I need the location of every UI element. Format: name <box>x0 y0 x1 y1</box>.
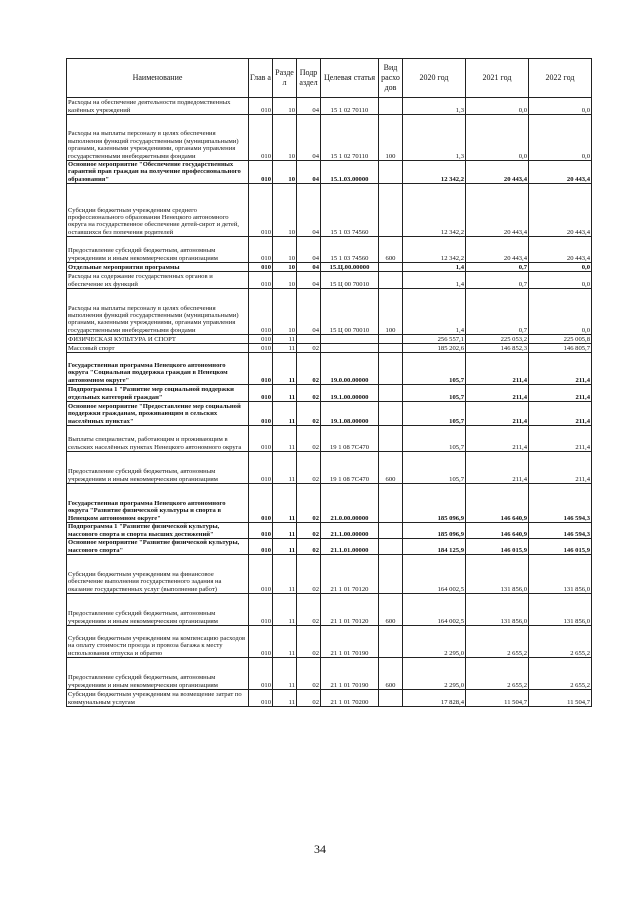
row-target: 15 1 03 74560 <box>321 184 379 237</box>
row-vid <box>379 402 403 426</box>
row-name: Субсидии бюджетным учреждениям на возмещение затрат по коммунальным услугам <box>67 690 249 707</box>
row-value-2022: 131 856,0 <box>529 555 592 594</box>
table-row <box>67 237 592 263</box>
row-value-2021: 11 504,7 <box>466 690 529 707</box>
table-row <box>67 452 592 484</box>
row-podrazdel: 04 <box>297 272 321 289</box>
row-razdel: 11 <box>273 594 297 626</box>
table-row <box>67 353 592 385</box>
row-value-2020: 12 342,2 <box>403 161 466 184</box>
row-name: Подпрограмма 1 "Развитие мер социальной поддержки отдельных категорий граждан" <box>67 385 249 402</box>
row-name: Отдельные мероприятия программы <box>67 263 249 272</box>
row-value-2022: 146 805,7 <box>529 344 592 353</box>
row-value-2021: 0,7 <box>466 289 529 335</box>
header-name: Наименование <box>67 59 249 98</box>
row-value-2022: 0,0 <box>529 98 592 115</box>
row-target: 15.1.03.00000 <box>321 161 379 184</box>
row-podrazdel: 02 <box>297 385 321 402</box>
row-vid <box>379 344 403 353</box>
row-target: 15 1 02 70110 <box>321 98 379 115</box>
row-glava: 010 <box>249 237 273 263</box>
row-value-2021: 131 856,0 <box>466 594 529 626</box>
row-value-2020: 184 125,9 <box>403 539 466 555</box>
row-value-2022: 0,0 <box>529 263 592 272</box>
table-row <box>67 539 592 555</box>
row-razdel: 10 <box>273 98 297 115</box>
row-value-2020: 2 295,0 <box>403 626 466 658</box>
row-razdel: 11 <box>273 626 297 658</box>
row-glava: 010 <box>249 353 273 385</box>
row-name: Субсидии бюджетным учреждениям на компенсацию расходов на оплату стоимости проезда и провоза багажа к месту использования отпуска и обратно <box>67 626 249 658</box>
row-vid: 100 <box>379 289 403 335</box>
row-podrazdel: 02 <box>297 539 321 555</box>
row-vid <box>379 272 403 289</box>
row-target: 21 1 01 70190 <box>321 626 379 658</box>
header-vid: Вид расхо дов <box>379 59 403 98</box>
row-glava: 010 <box>249 161 273 184</box>
row-glava: 010 <box>249 555 273 594</box>
row-target: 21 1 01 70200 <box>321 690 379 707</box>
row-glava: 010 <box>249 344 273 353</box>
row-razdel: 11 <box>273 452 297 484</box>
row-value-2021: 20 443,4 <box>466 161 529 184</box>
row-glava: 010 <box>249 263 273 272</box>
row-name: Предоставление субсидий бюджетным, автономным учреждениям и иным некоммерческим организациям <box>67 658 249 690</box>
row-value-2020: 185 096,9 <box>403 484 466 523</box>
row-name: Субсидии бюджетным учреждениям на финансовое обеспечение выполнения государственного задания на оказание государственных услуг (выполнение работ) <box>67 555 249 594</box>
table-row <box>67 344 592 353</box>
row-glava: 010 <box>249 335 273 344</box>
row-value-2021: 20 443,4 <box>466 237 529 263</box>
row-value-2022: 0,0 <box>529 115 592 161</box>
row-razdel: 10 <box>273 237 297 263</box>
row-vid <box>379 626 403 658</box>
table-body <box>67 98 592 707</box>
table-row <box>67 115 592 161</box>
table-row <box>67 555 592 594</box>
row-value-2020: 1,4 <box>403 263 466 272</box>
row-value-2021: 146 640,9 <box>466 484 529 523</box>
row-value-2021: 211,4 <box>466 452 529 484</box>
table-row <box>67 658 592 690</box>
row-value-2021: 0,7 <box>466 272 529 289</box>
row-value-2022: 20 443,4 <box>529 237 592 263</box>
row-name: Выплаты специалистам, работающим и проживающим в сельских населённых пунктах Ненецкого автономного округа <box>67 426 249 452</box>
header-podrazdel: Подр аздел <box>297 59 321 98</box>
row-razdel: 10 <box>273 115 297 161</box>
row-podrazdel: 04 <box>297 161 321 184</box>
row-value-2022: 211,4 <box>529 426 592 452</box>
row-podrazdel: 02 <box>297 402 321 426</box>
row-name: ФИЗИЧЕСКАЯ КУЛЬТУРА И СПОРТ <box>67 335 249 344</box>
row-value-2021: 0,0 <box>466 115 529 161</box>
row-value-2020: 1,3 <box>403 98 466 115</box>
row-razdel: 11 <box>273 555 297 594</box>
row-value-2020: 164 002,5 <box>403 594 466 626</box>
table-row <box>67 335 592 344</box>
row-vid <box>379 353 403 385</box>
row-name: Государственная программа Ненецкого автономного округа "Социальная поддержка граждан в Ненецком автономном округе" <box>67 353 249 385</box>
table-row <box>67 690 592 707</box>
row-value-2022: 2 655,2 <box>529 626 592 658</box>
header-2022: 2022 год <box>529 59 592 98</box>
row-target: 15 Ц 00 70010 <box>321 272 379 289</box>
row-name: Предоставление субсидий бюджетным, автономным учреждениям и иным некоммерческим организациям <box>67 594 249 626</box>
row-value-2020: 2 295,0 <box>403 658 466 690</box>
row-value-2021: 146 852,3 <box>466 344 529 353</box>
row-podrazdel: 02 <box>297 658 321 690</box>
row-vid <box>379 690 403 707</box>
row-value-2020: 1,4 <box>403 289 466 335</box>
row-value-2021: 146 640,9 <box>466 523 529 539</box>
row-podrazdel: 02 <box>297 594 321 626</box>
row-value-2020: 105,7 <box>403 385 466 402</box>
row-value-2021: 20 443,4 <box>466 184 529 237</box>
row-value-2020: 105,7 <box>403 353 466 385</box>
row-target: 21 1 01 70120 <box>321 555 379 594</box>
row-glava: 010 <box>249 523 273 539</box>
row-vid <box>379 555 403 594</box>
header-2021: 2021 год <box>466 59 529 98</box>
row-value-2022: 211,4 <box>529 385 592 402</box>
row-target: 21 1 01 70120 <box>321 594 379 626</box>
row-value-2021: 0,0 <box>466 98 529 115</box>
row-name: Основное мероприятие "Обеспечение государственных гарантий прав граждан на получение профессионального образования" <box>67 161 249 184</box>
row-glava: 010 <box>249 539 273 555</box>
row-value-2022: 20 443,4 <box>529 184 592 237</box>
row-name: Основное мероприятие "Предоставление мер социальной поддержки гражданам, проживающим в сельских населённых пунктах" <box>67 402 249 426</box>
row-value-2020: 12 342,2 <box>403 237 466 263</box>
row-value-2022: 2 655,2 <box>529 658 592 690</box>
row-value-2021: 131 856,0 <box>466 555 529 594</box>
row-razdel: 11 <box>273 353 297 385</box>
row-target <box>321 344 379 353</box>
row-glava: 010 <box>249 98 273 115</box>
row-glava: 010 <box>249 184 273 237</box>
row-podrazdel: 02 <box>297 353 321 385</box>
table-row <box>67 426 592 452</box>
row-target <box>321 335 379 344</box>
row-value-2022: 146 015,9 <box>529 539 592 555</box>
table-row <box>67 626 592 658</box>
row-name: Основное мероприятие "Развитие физической культуры, массового спорта" <box>67 539 249 555</box>
table-row <box>67 289 592 335</box>
header-target: Целевая статья <box>321 59 379 98</box>
table-row <box>67 272 592 289</box>
row-vid <box>379 539 403 555</box>
row-podrazdel: 04 <box>297 289 321 335</box>
row-vid <box>379 426 403 452</box>
row-value-2020: 12 342,2 <box>403 184 466 237</box>
row-razdel: 10 <box>273 272 297 289</box>
row-vid <box>379 385 403 402</box>
row-value-2020: 105,7 <box>403 452 466 484</box>
row-value-2020: 164 002,5 <box>403 555 466 594</box>
row-value-2021: 211,4 <box>466 385 529 402</box>
table-row <box>67 523 592 539</box>
row-vid: 600 <box>379 594 403 626</box>
row-value-2022: 0,0 <box>529 289 592 335</box>
row-name: Расходы на содержание государственных органов и обеспечение их функций <box>67 272 249 289</box>
row-value-2020: 1,4 <box>403 272 466 289</box>
row-name: Субсидии бюджетным учреждениям среднего профессионального образования Ненецкого автономного округа на государственное обеспечение детей-сирот и детей, оставшихся без попечения родителей <box>67 184 249 237</box>
row-name: Массовый спорт <box>67 344 249 353</box>
header-glava: Глав а <box>249 59 273 98</box>
row-podrazdel: 02 <box>297 484 321 523</box>
row-razdel: 11 <box>273 539 297 555</box>
row-razdel: 11 <box>273 335 297 344</box>
budget-table-sheet <box>66 58 591 707</box>
row-value-2021: 211,4 <box>466 426 529 452</box>
row-glava: 010 <box>249 272 273 289</box>
row-razdel: 11 <box>273 523 297 539</box>
table-row <box>67 594 592 626</box>
row-value-2020: 1,3 <box>403 115 466 161</box>
row-name: Расходы на обеспечение деятельности подведомственных казённых учреждений <box>67 98 249 115</box>
row-glava: 010 <box>249 426 273 452</box>
row-razdel: 10 <box>273 263 297 272</box>
row-value-2022: 11 504,7 <box>529 690 592 707</box>
row-razdel: 11 <box>273 690 297 707</box>
row-name: Предоставление субсидий бюджетным, автономным учреждениям и иным некоммерческим организациям <box>67 237 249 263</box>
row-glava: 010 <box>249 385 273 402</box>
table-row <box>67 263 592 272</box>
row-vid <box>379 184 403 237</box>
page-number: 34 <box>314 842 326 856</box>
row-name: Подпрограмма 1 "Развитие физической культуры, массового спорта и спорта высших достижений" <box>67 523 249 539</box>
row-value-2022: 20 443,4 <box>529 161 592 184</box>
row-podrazdel: 02 <box>297 452 321 484</box>
row-glava: 010 <box>249 658 273 690</box>
row-value-2022: 146 594,3 <box>529 523 592 539</box>
row-target: 21.0.00.00000 <box>321 484 379 523</box>
row-glava: 010 <box>249 484 273 523</box>
row-razdel: 11 <box>273 658 297 690</box>
row-razdel: 10 <box>273 289 297 335</box>
row-razdel: 11 <box>273 344 297 353</box>
row-value-2020: 105,7 <box>403 402 466 426</box>
row-vid <box>379 161 403 184</box>
row-value-2021: 146 015,9 <box>466 539 529 555</box>
row-value-2022: 211,4 <box>529 452 592 484</box>
table-row <box>67 184 592 237</box>
row-podrazdel: 04 <box>297 263 321 272</box>
row-podrazdel: 04 <box>297 98 321 115</box>
row-glava: 010 <box>249 690 273 707</box>
table-row <box>67 402 592 426</box>
row-vid <box>379 98 403 115</box>
table-row <box>67 161 592 184</box>
row-name: Предоставление субсидий бюджетным, автономным учреждениям и иным некоммерческим организациям <box>67 452 249 484</box>
table-row <box>67 98 592 115</box>
row-value-2021: 2 655,2 <box>466 658 529 690</box>
row-razdel: 10 <box>273 161 297 184</box>
row-podrazdel: 02 <box>297 555 321 594</box>
row-value-2021: 2 655,2 <box>466 626 529 658</box>
header-razdel: Разде л <box>273 59 297 98</box>
row-value-2021: 211,4 <box>466 353 529 385</box>
row-razdel: 11 <box>273 426 297 452</box>
row-vid <box>379 263 403 272</box>
row-value-2022: 0,0 <box>529 272 592 289</box>
row-value-2020: 105,7 <box>403 426 466 452</box>
row-podrazdel: 02 <box>297 690 321 707</box>
table-row <box>67 385 592 402</box>
row-target: 15 1 03 74560 <box>321 237 379 263</box>
row-vid <box>379 335 403 344</box>
table-header-row <box>67 59 592 98</box>
row-value-2020: 185 096,9 <box>403 523 466 539</box>
row-vid: 600 <box>379 237 403 263</box>
row-target: 15 Ц 00 70010 <box>321 289 379 335</box>
row-razdel: 10 <box>273 184 297 237</box>
row-razdel: 11 <box>273 402 297 426</box>
row-name: Расходы на выплаты персоналу в целях обеспечения выполнения функций государственными (муниципальными) органами, казенными учреждениями, органами управления государственными внебюджетными фондами <box>67 289 249 335</box>
row-value-2022: 146 594,3 <box>529 484 592 523</box>
budget-table <box>66 58 592 707</box>
row-target: 19.0.00.00000 <box>321 353 379 385</box>
row-podrazdel: 04 <box>297 184 321 237</box>
row-value-2020: 17 828,4 <box>403 690 466 707</box>
row-target: 15.Ц.00.00000 <box>321 263 379 272</box>
row-value-2020: 185 202,6 <box>403 344 466 353</box>
row-glava: 010 <box>249 115 273 161</box>
row-podrazdel: 04 <box>297 237 321 263</box>
row-vid: 100 <box>379 115 403 161</box>
row-target: 19.1.08.00000 <box>321 402 379 426</box>
row-value-2022: 211,4 <box>529 402 592 426</box>
row-vid <box>379 523 403 539</box>
row-value-2021: 211,4 <box>466 402 529 426</box>
row-target: 19.1.00.00000 <box>321 385 379 402</box>
row-glava: 010 <box>249 452 273 484</box>
row-vid: 600 <box>379 658 403 690</box>
row-vid: 600 <box>379 452 403 484</box>
row-podrazdel: 02 <box>297 426 321 452</box>
row-value-2021: 225 053,2 <box>466 335 529 344</box>
row-target: 19 1 08 7C470 <box>321 426 379 452</box>
row-razdel: 11 <box>273 484 297 523</box>
row-razdel: 11 <box>273 385 297 402</box>
table-row <box>67 484 592 523</box>
row-target: 21 1 01 70190 <box>321 658 379 690</box>
row-glava: 010 <box>249 626 273 658</box>
header-2020: 2020 год <box>403 59 466 98</box>
row-podrazdel: 02 <box>297 626 321 658</box>
row-target: 21.1.01.00000 <box>321 539 379 555</box>
row-vid <box>379 484 403 523</box>
row-target: 21.1.00.00000 <box>321 523 379 539</box>
row-value-2022: 225 005,8 <box>529 335 592 344</box>
row-glava: 010 <box>249 402 273 426</box>
row-glava: 010 <box>249 594 273 626</box>
row-podrazdel: 02 <box>297 523 321 539</box>
row-name: Государственная программа Ненецкого автономного округа "Развитие физической культуры и спорта в Ненецком автономном округе" <box>67 484 249 523</box>
row-value-2022: 131 856,0 <box>529 594 592 626</box>
row-value-2020: 256 557,1 <box>403 335 466 344</box>
row-podrazdel: 04 <box>297 115 321 161</box>
row-glava: 010 <box>249 289 273 335</box>
row-podrazdel: 02 <box>297 344 321 353</box>
row-name: Расходы на выплаты персоналу в целях обеспечения выполнения функций государственными (муниципальными) органами, казенными учреждениями, органами управления государственными внебюджетными фондами <box>67 115 249 161</box>
row-value-2021: 0,7 <box>466 263 529 272</box>
row-podrazdel <box>297 335 321 344</box>
row-target: 19 1 08 7C470 <box>321 452 379 484</box>
row-value-2022: 211,4 <box>529 353 592 385</box>
row-target: 15 1 02 70110 <box>321 115 379 161</box>
